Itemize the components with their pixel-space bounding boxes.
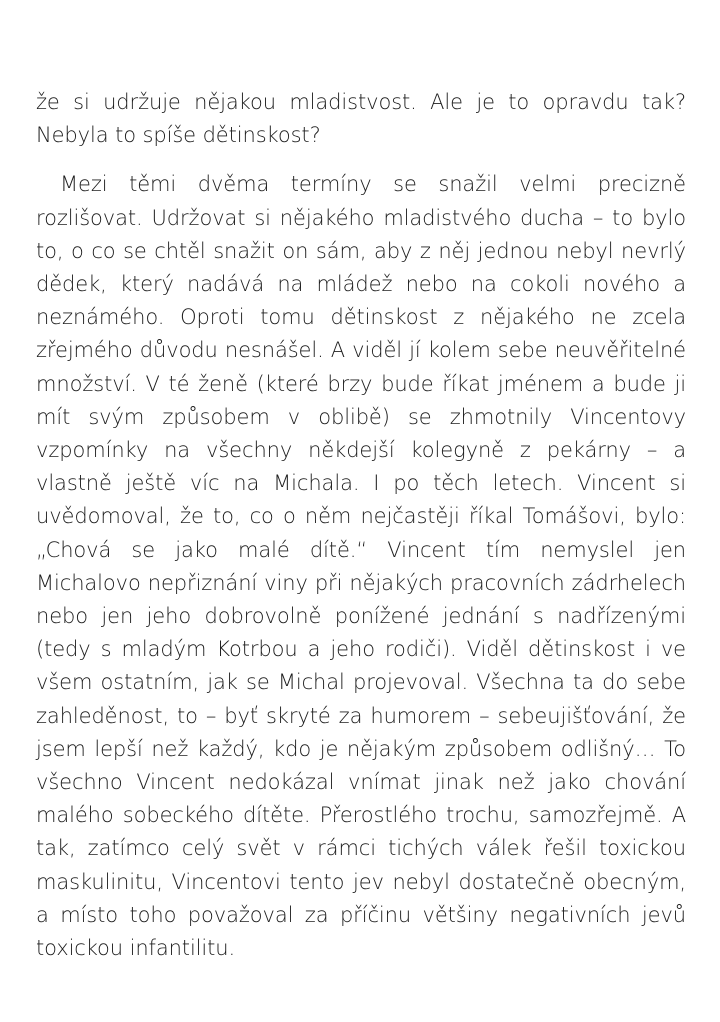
document-page bbox=[36, 86, 686, 965]
paragraph-continuation: že si udržuje nějakou mladistvost. Ale je to opravdu tak? Nebyla to spíše dětinskost? bbox=[36, 90, 686, 148]
paragraph-main: Mezi těmi dvěma termíny se snažil velmi precizně rozlišovat. Udržovat si nějakého mladistvého ducha – to bylo to, o co se chtěl snažit on sám, aby z něj jednou nebyl nevrlý dědek, který nadává na mládež nebo na cokoli nového a neznámého. Oproti tomu dětinskost z nějakého ne zcela zřejmého důvodu nesnášel. A viděl jí kolem sebe neuvěřitelné množství. V té ženě (které brzy bude říkat jménem a bude ji mít svým způsobem v oblibě) se zhmotnily Vincentovy vzpomínky na všechny někdejší kolegyně z pekárny – a vlastně ještě víc na Michala. I po těch letech. Vincent si uvědomoval, že to, co o něm nejčastěji říkal Tomášovi, bylo: „Chová se jako malé dítě.“ Vincent tím nemyslel jen Michalovo nepřiznání viny při nějakých pracovních zádrhelech nebo jen jeho dobrovolně ponížené jednání s nadřízenými (tedy s mladým Kotrbou a jeho rodiči). Viděl dětinskost i ve všem ostatním, jak se Michal projevoval. Všechna ta do sebe zahleděnost, to – byť skryté za humorem – sebeujišťování, že jsem lepší než každý, kdo je nějakým způsobem odlišný… To všechno Vincent nedokázal vnímat jinak než jako chování malého sobeckého dítěte. Přerostlého trochu, samozřejmě. A tak, zatímco celý svět v rámci tichých válek řešil toxickou maskulinitu, Vincentovi tento jev nebyl dostatečně obecným, a místo toho považoval za příčinu většiny negativních jevů toxickou infantilitu. bbox=[36, 172, 686, 961]
